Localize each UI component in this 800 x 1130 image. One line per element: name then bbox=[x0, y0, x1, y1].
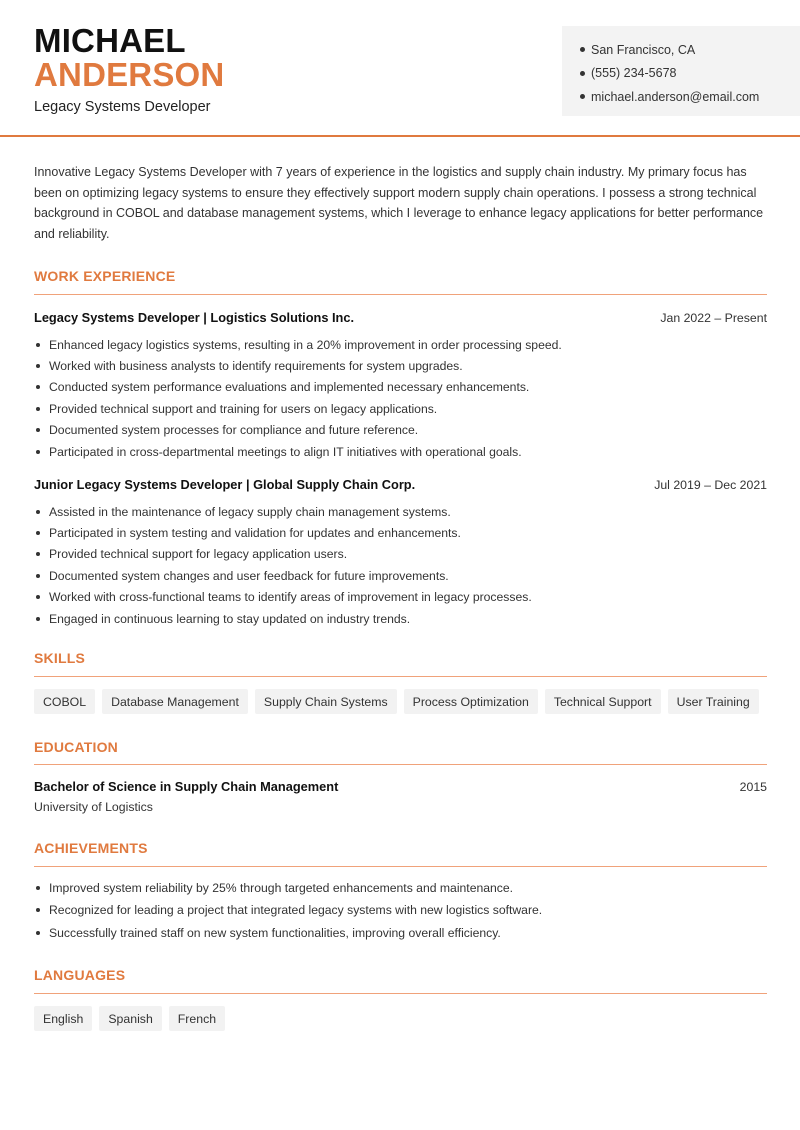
section-title-education: EDUCATION bbox=[34, 739, 118, 755]
bullet-text: Assisted in the maintenance of legacy supply chain management systems. bbox=[49, 504, 451, 519]
language-chip: French bbox=[169, 1006, 225, 1031]
first-name: MICHAEL bbox=[34, 22, 186, 59]
bullet-icon bbox=[580, 47, 585, 52]
bullet-text: Documented system processes for compliance and future reference. bbox=[49, 423, 419, 438]
degree: Bachelor of Science in Supply Chain Management bbox=[34, 779, 339, 794]
section-divider bbox=[34, 993, 767, 994]
bullet-icon bbox=[36, 595, 40, 599]
bullet-text: Provided technical support for legacy application users. bbox=[49, 547, 348, 562]
bullet-icon bbox=[36, 552, 40, 556]
education-entry bbox=[34, 779, 767, 814]
job-title: Legacy Systems Developer bbox=[34, 99, 211, 115]
list-item bbox=[34, 922, 767, 944]
bullet-icon bbox=[36, 931, 40, 935]
section-divider bbox=[34, 764, 767, 765]
skill-chip: Technical Support bbox=[545, 689, 661, 714]
contact-email bbox=[580, 85, 800, 109]
section-title-languages: LANGUAGES bbox=[34, 967, 126, 983]
job-role: Legacy Systems Developer | Logistics Solutions Inc. bbox=[34, 310, 355, 325]
skill-chip: Supply Chain Systems bbox=[255, 689, 397, 714]
list-item bbox=[34, 334, 767, 355]
candidate-name bbox=[34, 24, 224, 92]
email-text: michael.anderson@email.com bbox=[591, 89, 760, 104]
location-text: San Francisco, CA bbox=[591, 42, 696, 57]
bullet-icon bbox=[36, 617, 40, 621]
contact-phone bbox=[580, 62, 800, 86]
list-item bbox=[34, 355, 767, 376]
bullet-icon bbox=[36, 886, 40, 890]
contact-box bbox=[562, 26, 800, 116]
bullet-icon bbox=[580, 71, 585, 76]
bullet-text: Participated in system testing and validation for updates and enhancements. bbox=[49, 526, 461, 541]
bullet-icon bbox=[36, 385, 40, 389]
list-item bbox=[34, 398, 767, 419]
graduation-year: 2015 bbox=[739, 780, 767, 794]
bullet-icon bbox=[36, 407, 40, 411]
section-divider bbox=[34, 866, 767, 867]
skills-list bbox=[34, 689, 759, 714]
bullet-text: Conducted system performance evaluations and implemented necessary enhancements. bbox=[49, 380, 530, 395]
list-item bbox=[34, 899, 767, 921]
resume-header bbox=[0, 0, 800, 137]
job-bullets bbox=[34, 501, 767, 629]
phone-text: (555) 234-5678 bbox=[591, 66, 677, 81]
list-item bbox=[34, 377, 767, 398]
bullet-icon bbox=[36, 450, 40, 454]
job-dates: Jan 2022 – Present bbox=[660, 311, 767, 325]
section-divider bbox=[34, 676, 767, 677]
bullet-text: Enhanced legacy logistics systems, resulting in a 20% improvement in order processing speed. bbox=[49, 337, 562, 352]
job-role: Junior Legacy Systems Developer | Global Supply Chain Corp. bbox=[34, 477, 416, 492]
bullet-icon bbox=[36, 510, 40, 514]
education-header bbox=[34, 779, 767, 794]
achievements-list bbox=[34, 877, 767, 944]
bullet-text: Provided technical support and training for users on legacy applications. bbox=[49, 401, 438, 416]
bullet-icon bbox=[36, 908, 40, 912]
job-header bbox=[34, 477, 767, 492]
section-title-work: WORK EXPERIENCE bbox=[34, 268, 176, 284]
school: University of Logistics bbox=[34, 800, 153, 814]
bullet-text: Worked with business analysts to identify requirements for system upgrades. bbox=[49, 359, 463, 374]
list-item bbox=[34, 420, 767, 441]
list-item bbox=[34, 544, 767, 565]
contact-location bbox=[580, 38, 800, 62]
job-entry-1 bbox=[34, 310, 767, 462]
bullet-icon bbox=[36, 574, 40, 578]
list-item bbox=[34, 441, 767, 462]
bullet-icon bbox=[36, 364, 40, 368]
languages-list bbox=[34, 1006, 225, 1031]
bullet-text: Worked with cross-functional teams to identify areas of improvement in legacy processes. bbox=[49, 590, 532, 605]
list-item bbox=[34, 877, 767, 899]
achievement-text: Recognized for leading a project that integrated legacy systems with new logistics software. bbox=[49, 903, 543, 918]
job-bullets bbox=[34, 334, 767, 462]
last-name: ANDERSON bbox=[34, 56, 225, 93]
bullet-text: Participated in cross-departmental meetings to align IT initiatives with operational goals. bbox=[49, 444, 522, 459]
job-entry-2 bbox=[34, 477, 767, 629]
bullet-text: Documented system changes and user feedback for future improvements. bbox=[49, 568, 449, 583]
language-chip: Spanish bbox=[99, 1006, 161, 1031]
list-item bbox=[34, 608, 767, 629]
bullet-icon bbox=[36, 343, 40, 347]
bullet-icon bbox=[36, 428, 40, 432]
job-header bbox=[34, 310, 767, 325]
bullet-icon bbox=[36, 531, 40, 535]
skill-chip: Database Management bbox=[102, 689, 248, 714]
section-title-skills: SKILLS bbox=[34, 650, 85, 666]
achievement-text: Successfully trained staff on new system functionalities, improving overall efficiency. bbox=[49, 925, 501, 940]
list-item bbox=[34, 522, 767, 543]
section-title-achievements: ACHIEVEMENTS bbox=[34, 840, 148, 856]
list-item bbox=[34, 587, 767, 608]
achievement-text: Improved system reliability by 25% through targeted enhancements and maintenance. bbox=[49, 881, 514, 896]
language-chip: English bbox=[34, 1006, 92, 1031]
bullet-text: Engaged in continuous learning to stay updated on industry trends. bbox=[49, 611, 411, 626]
list-item bbox=[34, 501, 767, 522]
bullet-icon bbox=[580, 94, 585, 99]
skill-chip: COBOL bbox=[34, 689, 95, 714]
list-item bbox=[34, 565, 767, 586]
skill-chip: User Training bbox=[668, 689, 759, 714]
section-divider bbox=[34, 294, 767, 295]
skill-chip: Process Optimization bbox=[404, 689, 538, 714]
job-dates: Jul 2019 – Dec 2021 bbox=[654, 478, 767, 492]
summary: Innovative Legacy Systems Developer with 7 years of experience in the logistics and supply chain industry. My primary focus has been on optimizing legacy systems to ensure they effectively support modern supply chain operations. I possess a strong technical background in COBOL and database management systems, which I leverage to enhance legacy applications for better performance and reliability. bbox=[34, 165, 764, 241]
